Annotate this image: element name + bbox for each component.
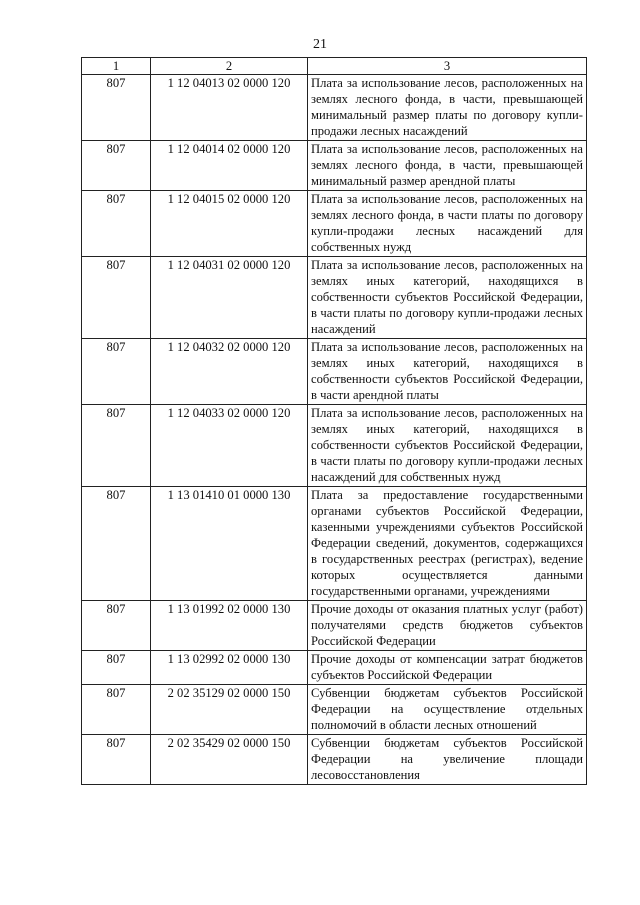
description-cell: Субвенции бюджетам субъектов Российской Федерации на осуществление отдельных полномочий в области лесных отношений	[308, 685, 587, 735]
table-row	[82, 651, 587, 685]
admin-code-cell: 807	[82, 735, 151, 785]
admin-code-cell: 807	[82, 487, 151, 601]
budget-code-cell: 1 12 04033 02 0000 120	[151, 405, 308, 487]
admin-code-cell: 807	[82, 339, 151, 405]
admin-code-cell: 807	[82, 141, 151, 191]
admin-code-cell: 807	[82, 601, 151, 651]
admin-code-cell: 807	[82, 75, 151, 141]
table-row	[82, 601, 587, 651]
table-row	[82, 339, 587, 405]
budget-code-cell: 1 12 04013 02 0000 120	[151, 75, 308, 141]
description-cell: Прочие доходы от компенсации затрат бюджетов субъектов Российской Федерации	[308, 651, 587, 685]
column-header-3: 3	[308, 58, 587, 75]
description-cell: Плата за использование лесов, расположенных на землях иных категорий, находящихся в собственности субъектов Российской Федерации, в части арендной платы	[308, 339, 587, 405]
budget-code-cell: 1 12 04032 02 0000 120	[151, 339, 308, 405]
budget-code-cell: 1 13 02992 02 0000 130	[151, 651, 308, 685]
table-row	[82, 735, 587, 785]
budget-code-cell: 1 12 04031 02 0000 120	[151, 257, 308, 339]
admin-code-cell: 807	[82, 651, 151, 685]
description-cell: Плата за использование лесов, расположенных на землях лесного фонда, в части, превышающей минимальный размер арендной платы	[308, 141, 587, 191]
description-cell: Плата за использование лесов, расположенных на землях иных категорий, находящихся в собственности субъектов Российской Федерации, в части платы по договору купли-продажи лесных насаждений	[308, 257, 587, 339]
budget-code-cell: 1 13 01410 01 0000 130	[151, 487, 308, 601]
description-cell: Прочие доходы от оказания платных услуг (работ) получателями средств бюджетов субъектов Российской Федерации	[308, 601, 587, 651]
table-row	[82, 685, 587, 735]
table-header	[82, 58, 587, 75]
column-header-1: 1	[82, 58, 151, 75]
description-cell: Субвенции бюджетам субъектов Российской Федерации на увеличение площади лесовосстановления	[308, 735, 587, 785]
budget-code-cell: 1 13 01992 02 0000 130	[151, 601, 308, 651]
description-cell: Плата за использование лесов, расположенных на землях иных категорий, находящихся в собственности субъектов Российской Федерации, в части платы по договору купли-продажи лесных насаждений для собственных нужд	[308, 405, 587, 487]
table-row	[82, 191, 587, 257]
admin-code-cell: 807	[82, 257, 151, 339]
revenue-codes-table	[81, 57, 587, 785]
column-header-2: 2	[151, 58, 308, 75]
description-cell: Плата за предоставление государственными органами субъектов Российской Федерации, казенными учреждениями субъектов Российской Федерации сведений, документов, содержащихся в государственных реестрах (регистрах), ведение которых осуществляется данными государственными органами, учреждениями	[308, 487, 587, 601]
budget-code-cell: 1 12 04014 02 0000 120	[151, 141, 308, 191]
table-row	[82, 257, 587, 339]
admin-code-cell: 807	[82, 405, 151, 487]
table-body	[82, 75, 587, 785]
page-number: 21	[313, 37, 327, 52]
description-cell: Плата за использование лесов, расположенных на землях лесного фонда, в части платы по договору купли-продажи лесных насаждений для собственных нужд	[308, 191, 587, 257]
description-cell: Плата за использование лесов, расположенных на землях лесного фонда, в части, превышающей минимальный размер платы по договору купли-продажи лесных насаждений	[308, 75, 587, 141]
budget-code-cell: 2 02 35129 02 0000 150	[151, 685, 308, 735]
table-row	[82, 141, 587, 191]
header-row	[82, 58, 587, 75]
admin-code-cell: 807	[82, 685, 151, 735]
table-row	[82, 487, 587, 601]
admin-code-cell: 807	[82, 191, 151, 257]
budget-code-cell: 2 02 35429 02 0000 150	[151, 735, 308, 785]
table-row	[82, 405, 587, 487]
table-row	[82, 75, 587, 141]
budget-code-cell: 1 12 04015 02 0000 120	[151, 191, 308, 257]
